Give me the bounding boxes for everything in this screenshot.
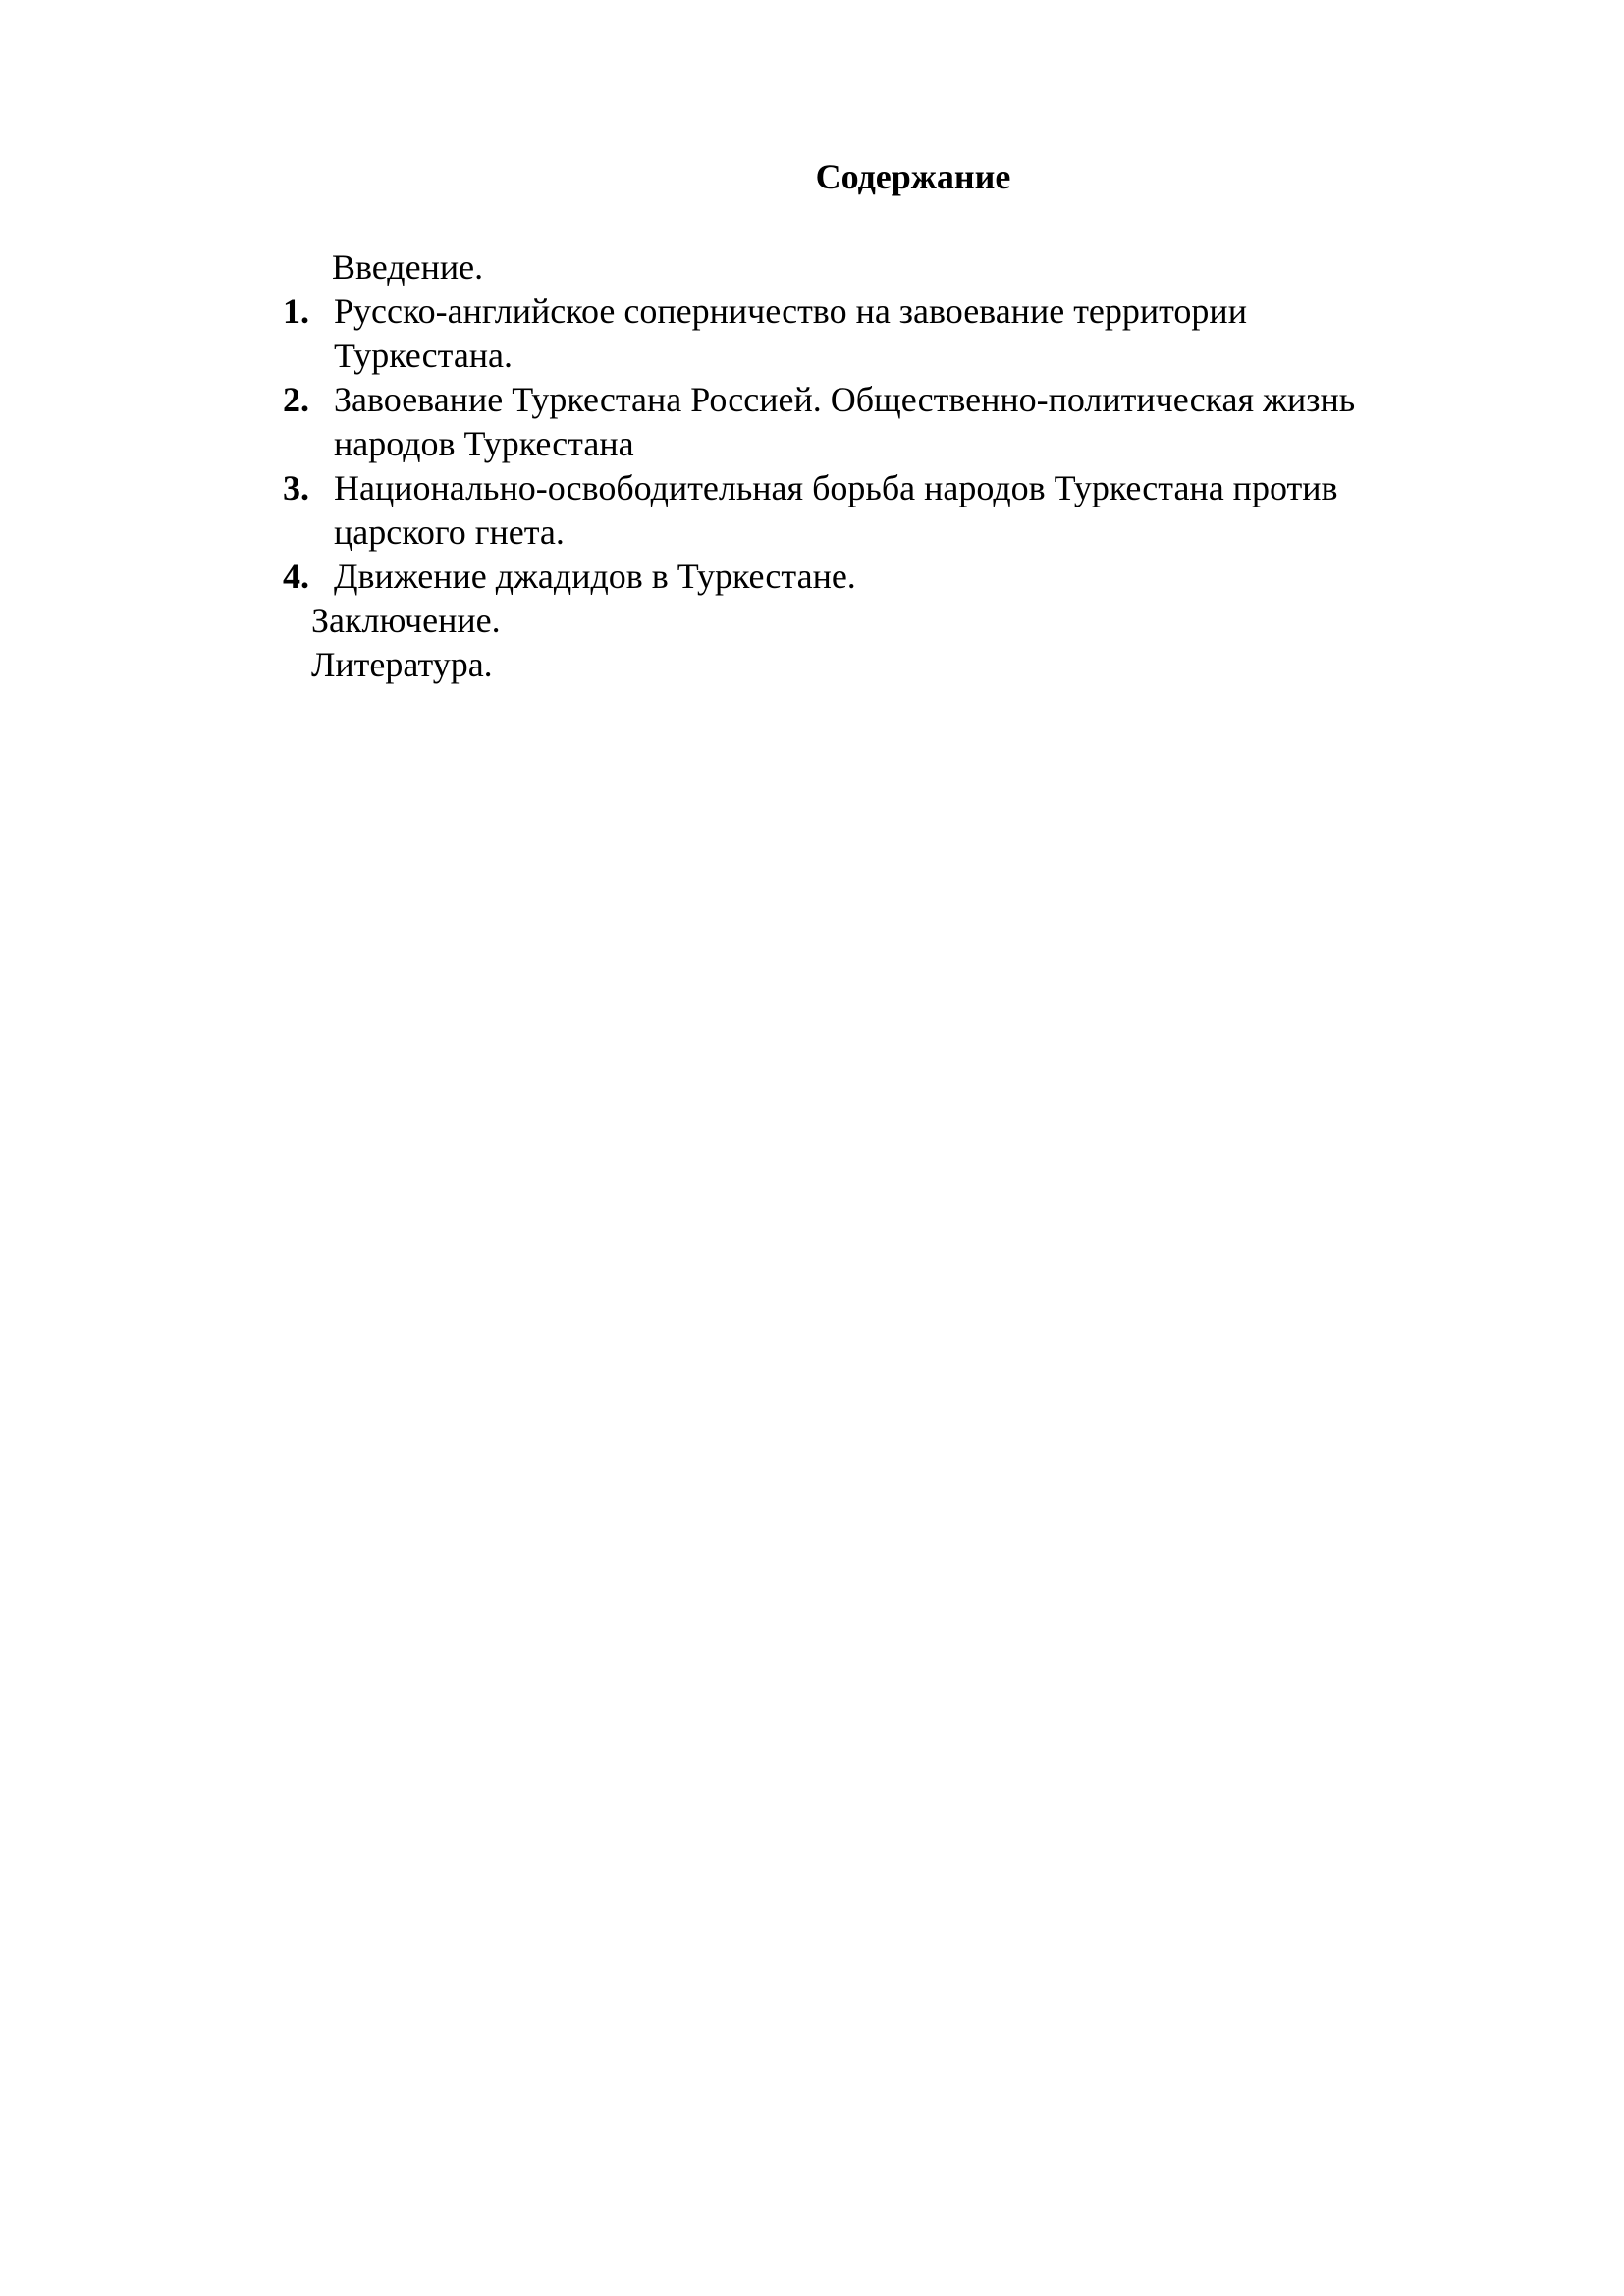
- toc-item-text-line: Туркестана.: [334, 336, 514, 375]
- toc-introduction: Введение.: [332, 247, 484, 287]
- toc-item-text-line: царского гнета.: [334, 512, 565, 552]
- page-title: Содержание: [815, 157, 1011, 196]
- toc-item-number: 1.: [283, 292, 309, 331]
- toc-item-text-line: Русско-английское соперничество на завоевание территории: [334, 292, 1247, 331]
- toc-item-text-line: народов Туркестана: [334, 424, 634, 463]
- toc-conclusion: Заключение.: [311, 601, 501, 640]
- toc-item-number: 4.: [283, 557, 309, 596]
- toc-literature: Литература.: [311, 645, 493, 684]
- toc-title-container: [609, 155, 1218, 198]
- toc-item-number: 2.: [283, 380, 309, 419]
- toc-item-text-line: Национально-освободительная борьба народов Туркестана против: [334, 468, 1338, 507]
- toc-item-text-line: Завоевание Туркестана Россией. Общественно-политическая жизнь: [334, 380, 1356, 419]
- toc-item-number: 3.: [283, 468, 309, 507]
- toc-item-text-line: Движение джадидов в Туркестане.: [334, 557, 856, 596]
